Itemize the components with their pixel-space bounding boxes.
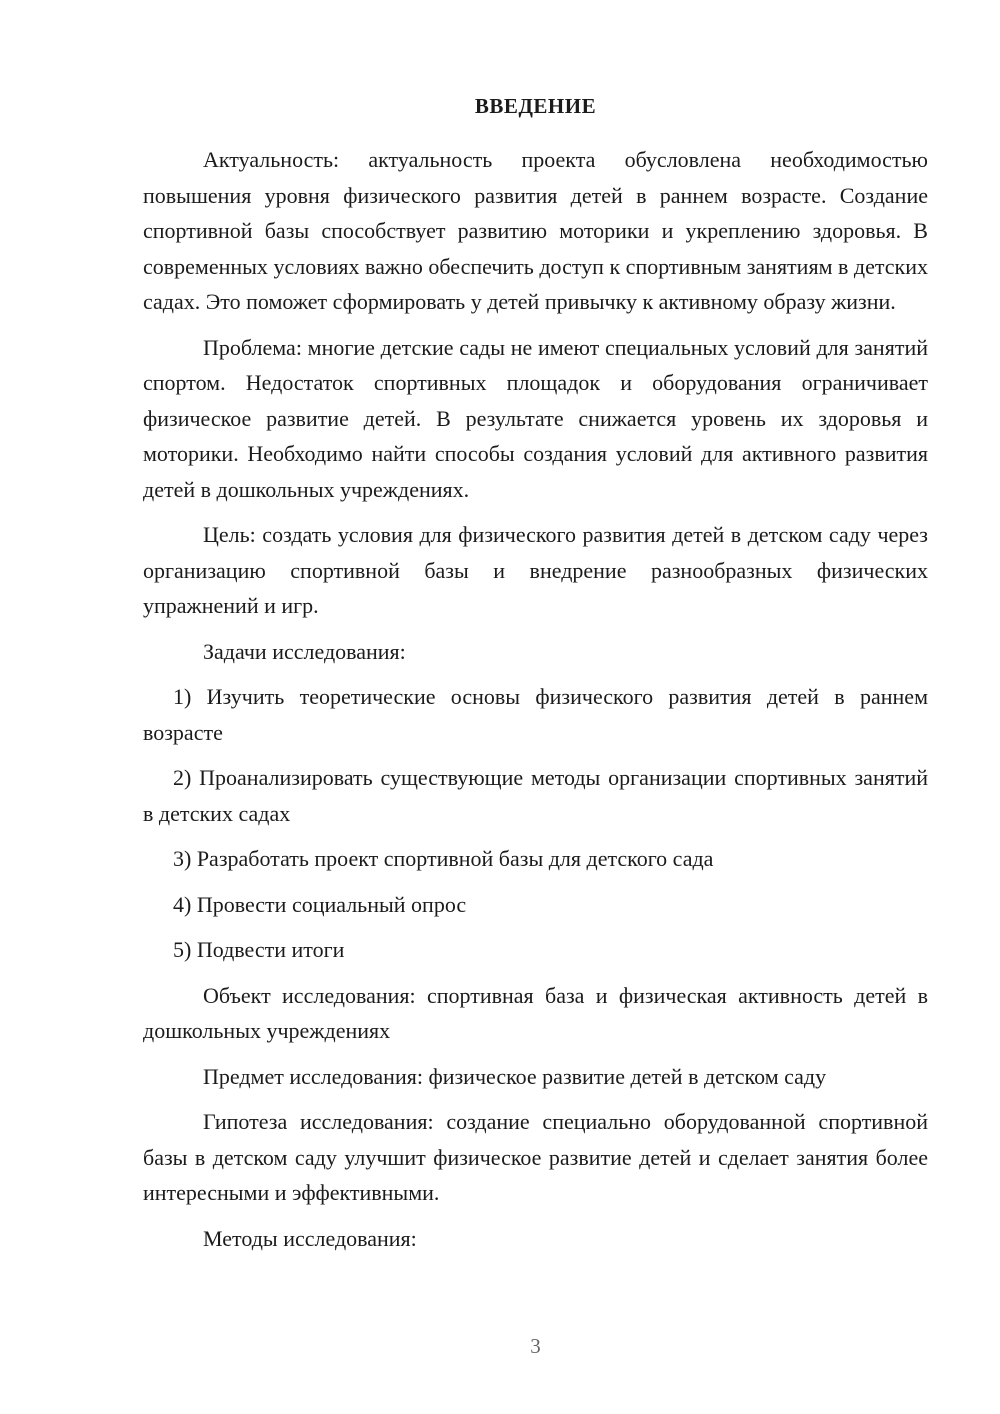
task-item-2: 2) Проанализировать существующие методы организации спортивных занятий в детских садах	[143, 765, 928, 826]
task-item-4: 4) Провести социальный опрос	[173, 891, 467, 917]
paragraph-relevance: Актуальность: актуальность проекта обусловлена необходимостью повышения уровня физического развития детей в раннем возрасте. Создание спортивной базы способствует развитию моторики и укреплению здоровья. В современных условиях важно обеспечить доступ к спортивным занятиям в детских садах. Это поможет сформировать у детей привычку к активному образу жизни.	[143, 147, 928, 314]
task-item-5: 5) Подвести итоги	[173, 937, 345, 962]
paragraph-hypothesis: Гипотеза исследования: создание специально оборудованной спортивной базы в детском саду улучшит физическое развитие детей и сделает занятия более интересными и эффективными.	[143, 1109, 928, 1205]
task-item-3: 3) Разработать проект спортивной базы для детского сада	[173, 846, 714, 871]
paragraph-tasks-heading: Задачи исследования:	[203, 638, 406, 664]
task-item-1: 1) Изучить теоретические основы физического развития детей в раннем возрасте	[143, 684, 928, 745]
paragraph-subject: Предмет исследования: физическое развитие детей в детском саду	[203, 1063, 827, 1089]
section-title: ВВЕДЕНИЕ	[474, 94, 597, 118]
paragraph-object: Объект исследования: спортивная база и физическая активность детей в дошкольных учреждениях	[143, 982, 928, 1043]
document-body	[143, 142, 928, 1266]
document-page	[143, 0, 928, 1414]
page-number: 3	[530, 1334, 541, 1358]
paragraph-goal: Цель: создать условия для физического развития детей в детском саду через организацию спортивной базы и внедрение разнообразных физических упражнений и игр.	[143, 522, 928, 618]
paragraph-methods: Методы исследования:	[203, 1225, 417, 1251]
paragraph-problem: Проблема: многие детские сады не имеют специальных условий для занятий спортом. Недостаток спортивных площадок и оборудования ограничивает физическое развитие детей. В результате снижается уровень их здоровья и моторики. Необходимо найти способы создания условий для активного развития детей в дошкольных учреждениях.	[143, 334, 928, 502]
